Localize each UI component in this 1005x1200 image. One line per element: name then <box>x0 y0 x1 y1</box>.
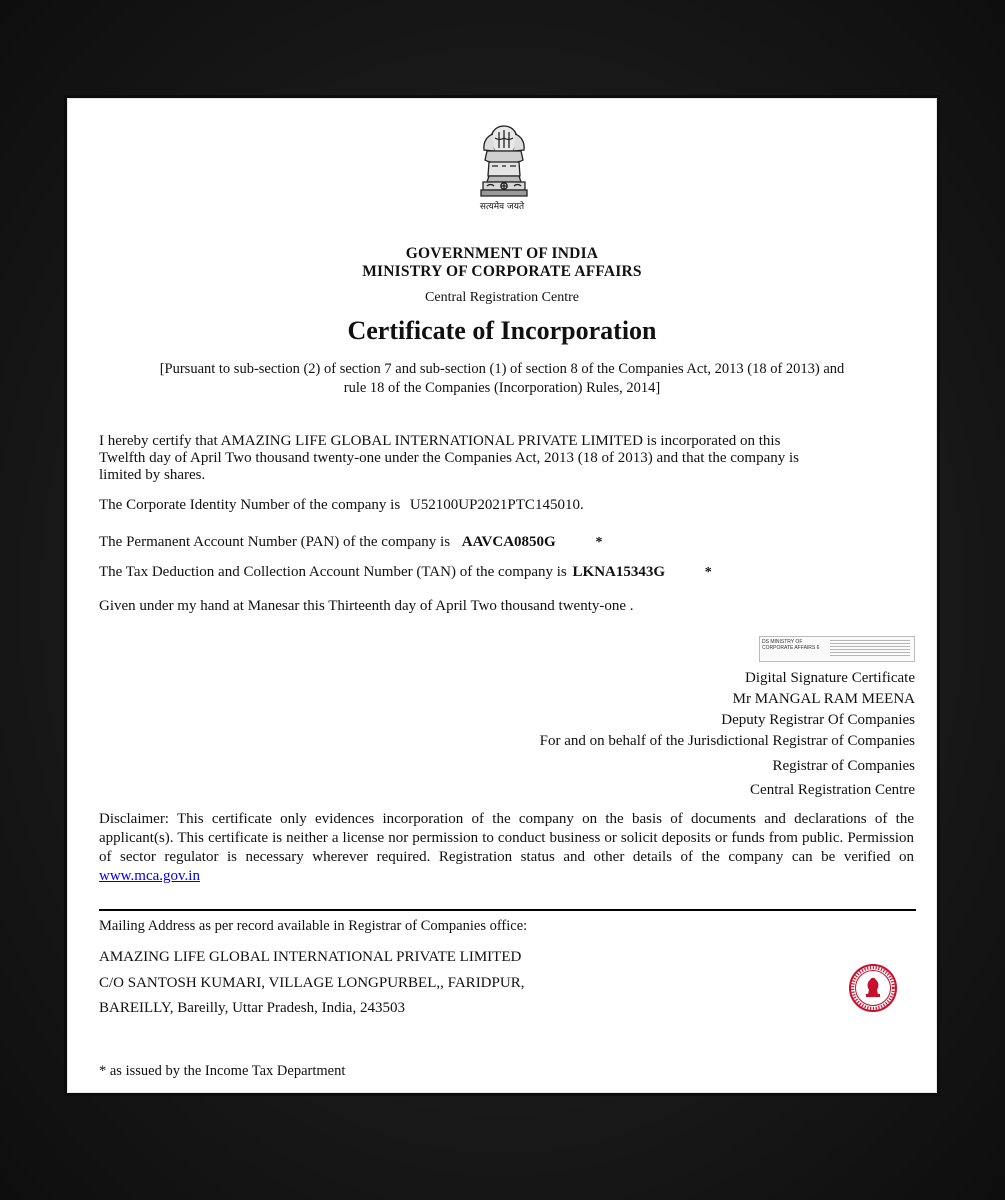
signature-details-lines <box>830 640 910 658</box>
certificate-title: Certificate of Incorporation <box>347 316 657 345</box>
tan-value: LKNA15343G <box>572 564 666 580</box>
mailing-line-3: BAREILLY, Bareilly, Uttar Pradesh, India, 243503 <box>99 1000 405 1016</box>
pan-value: AAVCA0850G <box>461 534 556 550</box>
signatory-name: Mr MANGAL RAM MEENA <box>732 691 915 707</box>
signatory-behalf: For and on behalf of the Jurisdictional Registrar of Companies <box>539 733 915 749</box>
mailing-heading: Mailing Address as per record available in Registrar of Companies office: <box>99 918 528 934</box>
mailing-line-1: AMAZING LIFE GLOBAL INTERNATIONAL PRIVATE LIMITED <box>99 949 522 965</box>
tan-row <box>99 564 712 581</box>
certify-line-1: I hereby certify that AMAZING LIFE GLOBAL INTERNATIONAL PRIVATE LIMITED is incorporated on this <box>99 433 781 449</box>
tan-label: The Tax Deduction and Collection Account Number (TAN) of the company is <box>99 564 567 580</box>
signatory-dsc: Digital Signature Certificate <box>745 670 915 686</box>
certify-paragraph <box>99 433 919 484</box>
certificate-page <box>67 98 937 1093</box>
certify-line-2: Twelfth day of April Two thousand twenty-one under the Companies Act, 2013 (18 of 2013) and that the company is <box>99 450 799 466</box>
signatory-registrar: Registrar of Companies <box>772 758 915 774</box>
signatory-centre: Central Registration Centre <box>750 782 915 798</box>
disclaimer-text: Disclaimer: This certificate only evidences incorporation of the company on the basis of documents and declarations of the applicant(s). This certificate is neither a license nor permission to conduct business or solicit deposits or funds from public. Permission of sector regulator is necessary wherever required. Registration status and other details of the company can be verified on <box>99 811 914 865</box>
tan-asterisk: * <box>704 565 712 580</box>
divider-line <box>99 909 916 911</box>
mailing-line-2: C/O SANTOSH KUMARI, VILLAGE LONGPURBEL,, FARIDPUR, <box>99 975 525 991</box>
signature-box-line-2: CORPORATE AFFAIRS 6 <box>762 645 820 651</box>
given-statement: Given under my hand at Manesar this Thirteenth day of April Two thousand twenty-one . <box>99 598 634 614</box>
cin-row <box>99 497 584 514</box>
mca-website-link[interactable]: www.mca.gov.in <box>99 868 200 884</box>
mca-seal-icon <box>848 963 898 1013</box>
signature-box-text <box>762 639 819 651</box>
certify-line-3: limited by shares. <box>99 467 206 483</box>
disclaimer <box>99 810 914 886</box>
pan-row <box>99 534 602 551</box>
pan-asterisk: * <box>595 535 603 550</box>
footnote: * as issued by the Income Tax Department <box>99 1063 346 1079</box>
ministry-heading: MINISTRY OF CORPORATE AFFAIRS <box>362 263 642 280</box>
pursuant-line-1: [Pursuant to sub-section (2) of section 7 and sub-section (1) of section 8 of the Companies Act, 2013 (18 of 2013) and <box>159 361 845 377</box>
centre-heading: Central Registration Centre <box>425 290 579 305</box>
pursuant-clause <box>67 360 937 398</box>
government-heading: GOVERNMENT OF INDIA <box>405 245 599 262</box>
digital-signature-box[interactable] <box>759 636 915 662</box>
national-emblem-icon <box>465 120 543 230</box>
signatory-designation: Deputy Registrar Of Companies <box>721 712 915 728</box>
emblem-motto: सत्यमेव जयते <box>479 202 525 212</box>
signature-box-line-1: DS MINISTRY OF <box>762 639 803 645</box>
cin-value: U52100UP2021PTC145010. <box>409 497 584 513</box>
pan-label: The Permanent Account Number (PAN) of the company is <box>99 534 451 550</box>
pursuant-line-2: rule 18 of the Companies (Incorporation) Rules, 2014] <box>343 380 661 396</box>
cin-label: The Corporate Identity Number of the company is <box>99 497 401 513</box>
